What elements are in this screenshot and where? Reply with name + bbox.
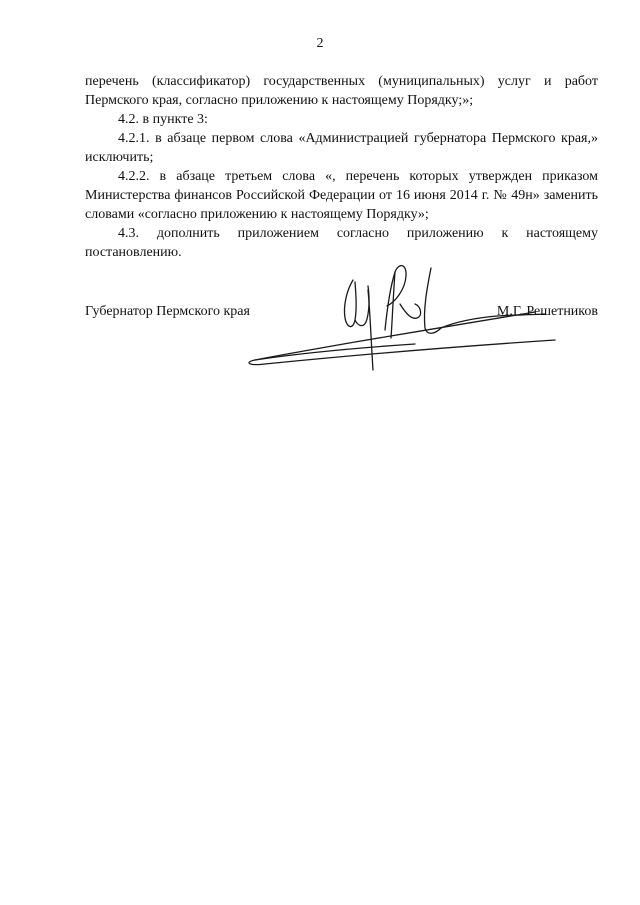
paragraph-item-4-2: 4.2. в пункте 3: — [118, 112, 208, 127]
paragraph-item-4-3: 4.3. дополнить приложением согласно приложению к настоящему постановлению. — [85, 226, 598, 260]
paragraph-item-4-2-2: 4.2.2. в абзаце третьем слова «, перечень которых утвержден приказом Министерства финансов Российской Федерации от 16 июня 2014 г. № 49н» заменить словами «согласно приложению к настоящему Порядку»; — [85, 169, 598, 222]
paragraph-item-4-2-1: 4.2.1. в абзаце первом слова «Администрацией губернатора Пермского края,» исключить; — [85, 131, 598, 165]
paragraph-continuation: перечень (классификатор) государственных (муниципальных) услуг и работ Пермского края, согласно приложению к настоящему Порядку;»; — [85, 74, 598, 108]
signer-name: М.Г. Решетников — [496, 304, 598, 319]
page-number: 2 — [316, 36, 324, 51]
signature-block — [85, 296, 598, 376]
signer-position: Губернатор Пермского края — [85, 304, 250, 319]
document-body — [85, 72, 598, 262]
handwritten-signature-icon — [235, 260, 565, 380]
